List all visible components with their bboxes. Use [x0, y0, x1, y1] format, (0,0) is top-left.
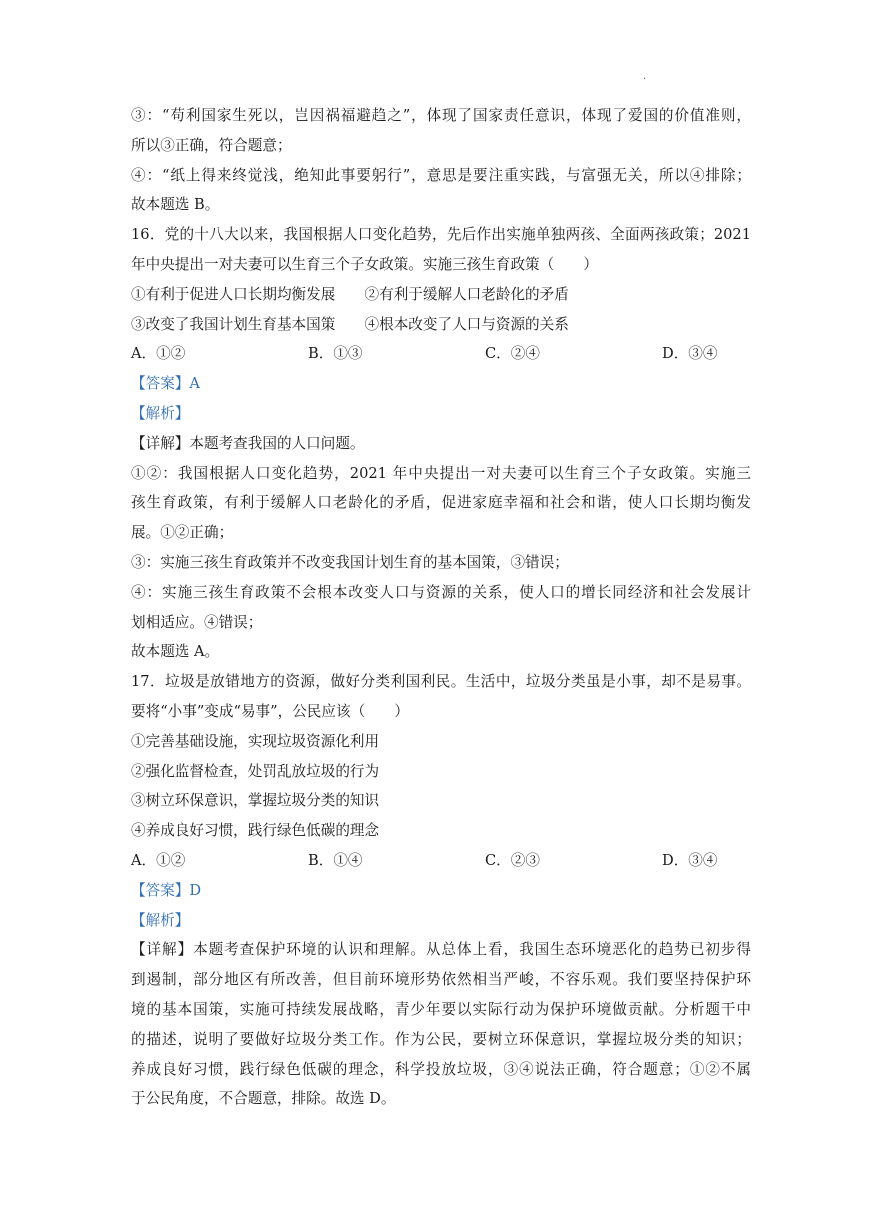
q17-answer: 【答案】D — [131, 881, 202, 899]
header-dot: · — [643, 74, 647, 85]
q16-stem-line: 年中央提出一对夫妻可以生育三个子女政策。实施三孩生育政策（ ） — [131, 255, 599, 273]
q16-stem-line: 16．党的十八大以来，我国根据人口变化趋势，先后作出实施单独两孩、全面两孩政策；2021 — [131, 226, 751, 244]
q17-detail-line: 到遏制，部分地区有所改善，但目前环境形势依然相当严峻，不容乐观。我们要坚持保护环 — [131, 971, 751, 989]
q16-option-b: B．①③ — [308, 345, 363, 363]
q16-statement: ①有利于促进人口长期均衡发展 ②有利于缓解人口老龄化的矛盾 — [131, 285, 569, 303]
q17-detail-line: 于公民角度，不合题意，排除。故选 D。 — [131, 1090, 396, 1108]
q15-line: 故本题选 B。 — [131, 196, 220, 214]
q16-detail-line: 【详解】本题考查我国的人口问题。 — [131, 434, 365, 452]
q16-detail-line: ③：实施三孩生育政策并不改变我国计划生育的基本国策，③错误； — [131, 553, 569, 571]
q17-statement: ③树立环保意识，掌握垃圾分类的知识 — [131, 792, 380, 810]
q17-option-c: C．②③ — [485, 851, 540, 869]
q17-statement: ④养成良好习惯，践行绿色低碳的理念 — [131, 822, 380, 840]
q17-option-b: B．①④ — [308, 851, 363, 869]
q17-detail-line: 养成良好习惯，践行绿色低碳的理念，科学投放垃圾，③④说法正确，符合题意；①②不属 — [131, 1060, 751, 1078]
q16-option-c: C．②④ — [485, 345, 540, 363]
q16-statement: ③改变了我国计划生育基本国策 ④根本改变了人口与资源的关系 — [131, 315, 569, 333]
q15-line: ④：“纸上得来终觉浅，绝知此事要躬行”，意思是要注重实践，与富强无关，所以④排除； — [131, 166, 751, 184]
q16-detail-line: 展。①②正确； — [131, 524, 234, 542]
q17-statement: ①完善基础设施，实现垃圾资源化利用 — [131, 732, 380, 750]
q16-detail-line: 故本题选 A。 — [131, 643, 220, 661]
q15-line: ③：“苟利国家生死以，岂因祸福避趋之”，体现了国家责任意识，体现了爱国的价值准则， — [131, 107, 751, 124]
q16-options — [131, 339, 751, 369]
q17-option-d: D．③④ — [662, 851, 718, 869]
q16-option-a: A．①② — [131, 345, 186, 363]
q16-analysis-label: 【解析】 — [131, 404, 190, 422]
q16-detail-line: 孩生育政策，有利于缓解人口老龄化的矛盾，促进家庭幸福和社会和谐，使人口长期均衡发 — [131, 494, 751, 512]
q17-statement: ②强化监督检查，处罚乱放垃圾的行为 — [131, 762, 380, 780]
q15-line: 所以③正确，符合题意； — [131, 136, 292, 154]
q17-stem-line: 要将“小事”变成“易事”，公民应该（ ） — [131, 702, 409, 720]
q17-detail-line: 的描述，说明了要做好垃圾分类工作。作为公民，要树立环保意识，掌握垃圾分类的知识； — [131, 1030, 751, 1048]
q16-option-d: D．③④ — [662, 345, 718, 363]
content — [131, 101, 751, 1114]
q16-detail-line: 划相适应。④错误； — [131, 613, 263, 631]
q17-options — [131, 846, 751, 876]
q17-detail-line: 【详解】本题考查保护环境的认识和理解。从总体上看，我国生态环境恶化的趋势已初步得 — [131, 941, 751, 959]
q16-detail-line: ④：实施三孩生育政策不会根本改变人口与资源的关系，使人口的增长同经济和社会发展计 — [131, 583, 751, 601]
q16-answer: 【答案】A — [131, 375, 200, 393]
q17-option-a: A．①② — [131, 851, 186, 869]
q17-detail-line: 境的基本国策，实施可持续发展战略，青少年要以实际行动为保护环境做贡献。分析题干中 — [131, 1000, 751, 1018]
q17-analysis-label: 【解析】 — [131, 911, 190, 929]
q16-detail-line: ①②：我国根据人口变化趋势，2021 年中央提出一对夫妻可以生育三个子女政策。实施三 — [131, 464, 751, 482]
q17-stem-line: 17．垃圾是放错地方的资源，做好分类利国利民。生活中，垃圾分类虽是小事，却不是易事。 — [131, 673, 751, 691]
